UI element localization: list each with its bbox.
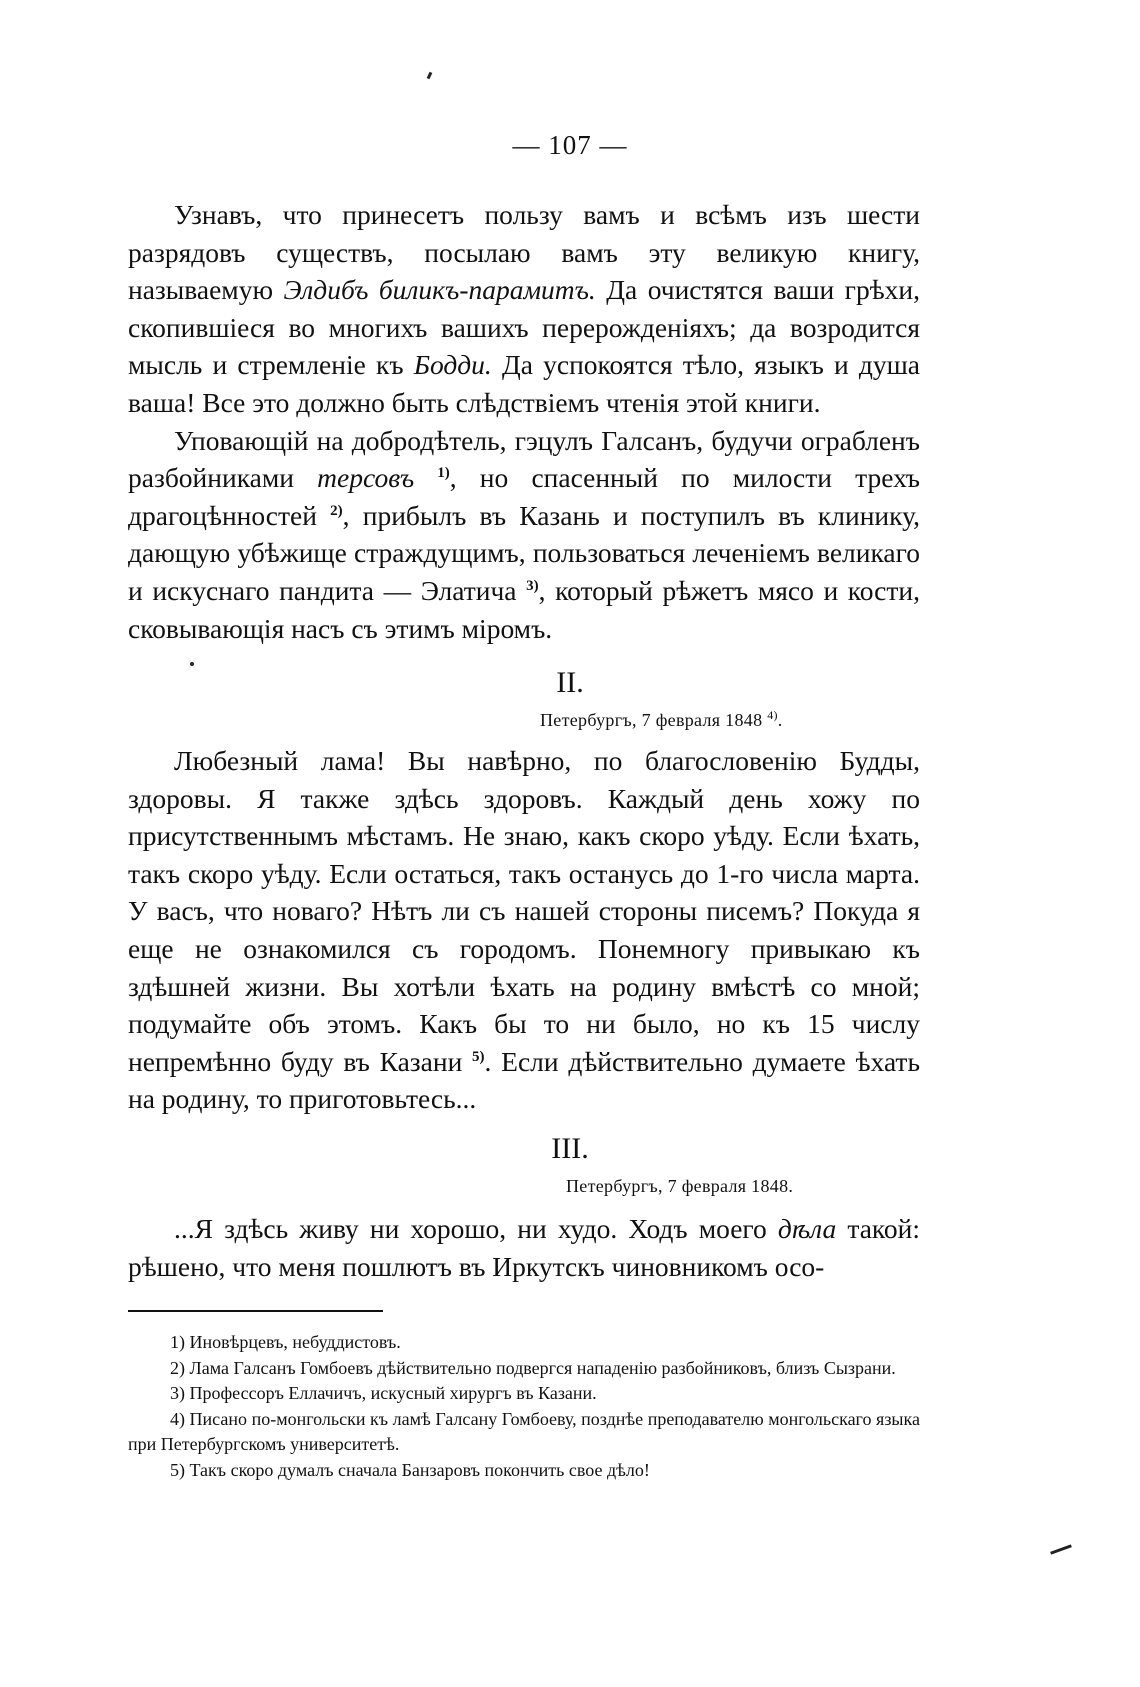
italic-term: Бодди. (413, 349, 492, 381)
text-run: такой: рѣшено, что меня пошлютъ въ Иркутскъ чиновникомъ осо- (128, 1213, 921, 1282)
text-run: Узнавъ, что принесетъ пользу вамъ и всѣмъ изъ шести разрядовъ существъ, посылаю вамъ эту великую книгу, называемую (128, 199, 920, 306)
italic-term: дѣла (777, 1213, 837, 1244)
footnotes (128, 1330, 920, 1483)
footnote-ref: 5) (472, 1048, 485, 1065)
section-heading-2: II. (556, 666, 584, 699)
text-run: Любезный лама! Вы навѣрно, по благословенію Будды, здоровы. Я также здѣсь здоровъ. Каждый день хожу по присутственнымъ мѣстамъ. Не знаю, какъ скоро уѣду. Если ѣхать, такъ скоро уѣду. Если остаться, такъ останусь до 1-го числа марта. У васъ, что новаго? Нѣтъ ли съ нашей стороны писемъ? Покуда я еще не ознакомился съ городомъ. Понемногу привыкаю къ здѣшней жизни. Вы хотѣли ѣхать на родину вмѣстѣ со мной; подумайте объ этомъ. Какъ бы то ни было, но къ 15 числу непремѣнно буду въ Казани (128, 745, 920, 1077)
section-heading-3: III. (551, 1132, 589, 1165)
footnote-divider (128, 1310, 383, 1312)
footnote-ref: 2) (330, 502, 343, 519)
text-run: Уповающій на добродѣтель, гэцулъ Галсанъ, будучи ограбленъ разбойниками (128, 424, 920, 494)
footnote-ref: 3) (526, 577, 539, 594)
dateline-text: Петербургъ, 7 февраля 1848 (540, 710, 763, 730)
paragraph (128, 422, 920, 648)
print-speck (427, 72, 433, 80)
text-run: Да успокоятся тѣло, языкъ и душа ваша! Все это должно быть слѣдствіемъ чтенія этой книги. (128, 349, 920, 418)
print-speck (1050, 1544, 1072, 1554)
footnote-ref: 1) (437, 465, 450, 481)
text-run (414, 462, 437, 493)
section-3-text (128, 1210, 920, 1285)
text-run: , который рѣжетъ мясо и кости, сковывающія насъ съ этимъ міромъ. (128, 574, 920, 644)
intro-text (128, 196, 920, 647)
footnote: 1) Иновѣрцевъ, небуддистовъ. (170, 1332, 401, 1352)
page-number: — 107 — (512, 130, 628, 160)
text-run: , но спасенный по милости трехъ драгоцѣнностей (128, 462, 921, 531)
text-run: . Если дѣйствительно думаете ѣхать на родину, то приготовьтесь... (128, 1045, 920, 1115)
text-run: Да очистятся ваши грѣхи, скопившіеся во многихъ вашихъ перерожденіяхъ; да возродится мысль и стремленіе къ (128, 274, 920, 381)
paragraph (128, 742, 920, 1118)
dateline-2 (540, 708, 783, 731)
dateline-end: . (777, 710, 783, 730)
text-run: , прибылъ въ Казань и поступилъ въ клинику, дающую убѣжище страждущимъ, пользоваться леченіемъ великаго и искуснаго пандита — Элатича (128, 499, 920, 606)
footnote: 4) Писано по-монгольски къ ламѣ Галсану Гомбоеву, позднѣе преподавателю монгольскаго языка при Петербургскомъ университетѣ. (128, 1408, 920, 1454)
footnote-ref: 4) (767, 708, 778, 722)
footnote: 2) Лама Галсанъ Гомбоевъ дѣйствительно подвергся нападенію разбойниковъ, близъ Сызрани. (170, 1357, 896, 1378)
footnote: 3) Профессоръ Еллачичъ, искусный хирургъ въ Казани. (170, 1383, 597, 1403)
italic-term: терсовъ (317, 462, 415, 494)
paragraph (128, 1210, 920, 1285)
footnote: 5) Такъ скоро думалъ сначала Банзаровъ покончить свое дѣло! (170, 1459, 650, 1480)
dateline-3: Петербургъ, 7 февраля 1848. (566, 1176, 794, 1196)
section-2-text (128, 742, 920, 1118)
text-run: ...Я здѣсь живу ни хорошо, ни худо. Ходъ моего (174, 1213, 778, 1244)
italic-term: Элдибъ биликъ-парамитъ. (283, 274, 596, 306)
paragraph (128, 196, 920, 422)
